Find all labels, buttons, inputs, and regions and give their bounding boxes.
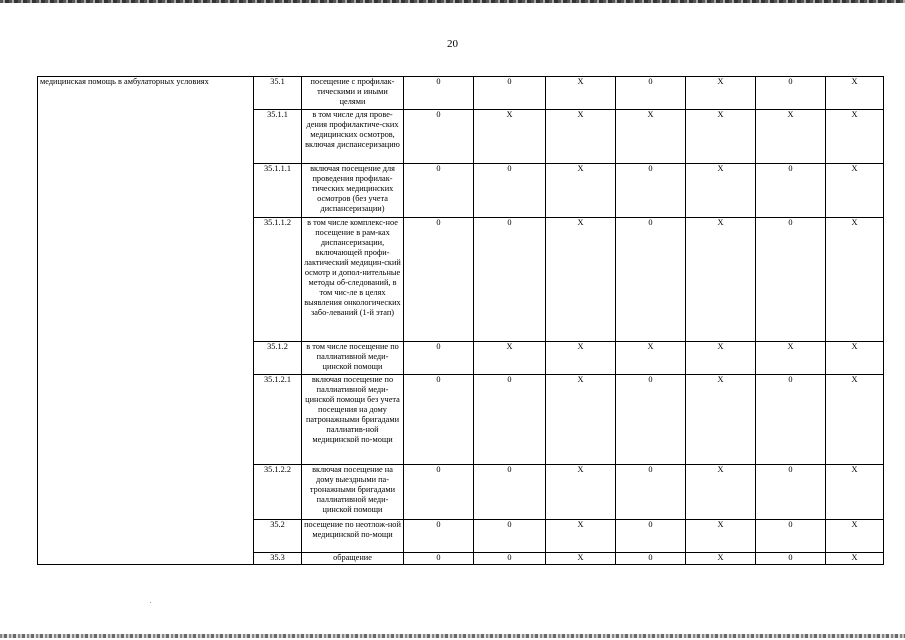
value-cell: 0 [756, 465, 826, 520]
page-number: 20 [447, 38, 458, 50]
value-cell: Х [474, 342, 546, 375]
value-cell: 0 [616, 218, 686, 342]
value-cell: Х [826, 520, 884, 553]
page-bottom-edge [0, 634, 905, 638]
value-cell: Х [546, 342, 616, 375]
value-cell: Х [826, 77, 884, 110]
value-cell: Х [826, 465, 884, 520]
value-cell: 0 [616, 375, 686, 465]
row-description: в том числе для прове-дения профилактиче-ских медицинских осмотров, включая диспансеризацию [302, 110, 404, 164]
value-cell: Х [546, 110, 616, 164]
row-description: обращение [302, 553, 404, 565]
value-cell: 0 [404, 110, 474, 164]
value-cell: 0 [474, 465, 546, 520]
value-cell: Х [474, 110, 546, 164]
row-description: посещение с профилак-тическими и иными целями [302, 77, 404, 110]
value-cell: Х [616, 110, 686, 164]
value-cell: Х [826, 375, 884, 465]
value-cell: 0 [404, 553, 474, 565]
value-cell: 0 [756, 218, 826, 342]
row-description: включая посещение для проведения профилак-тических медицинских осмотров (без учета диспансеризации) [302, 164, 404, 218]
row-code: 35.1.1.1 [254, 164, 302, 218]
value-cell: 0 [616, 520, 686, 553]
value-cell: 0 [616, 465, 686, 520]
table-row [38, 77, 884, 110]
row-description: посещение по неотлож-ной медицинской по-мощи [302, 520, 404, 553]
value-cell: 0 [616, 553, 686, 565]
value-cell: Х [546, 77, 616, 110]
value-cell: 0 [404, 77, 474, 110]
value-cell: Х [686, 520, 756, 553]
value-cell: Х [686, 342, 756, 375]
value-cell: 0 [474, 375, 546, 465]
category-cell: медицинская помощь в амбулаторных условиях [38, 77, 254, 565]
row-code: 35.1.1 [254, 110, 302, 164]
value-cell: 0 [404, 465, 474, 520]
value-cell: Х [756, 110, 826, 164]
row-code: 35.2 [254, 520, 302, 553]
table-body [38, 77, 884, 565]
value-cell: 0 [404, 164, 474, 218]
value-cell: 0 [474, 553, 546, 565]
value-cell: 0 [404, 375, 474, 465]
row-description: включая посещение по паллиативной меди-цинской помощи без учета посещения на дому патронажными бригадами паллиатив-ной медицинской по-мощи [302, 375, 404, 465]
value-cell: 0 [474, 520, 546, 553]
value-cell: Х [686, 110, 756, 164]
value-cell: Х [546, 465, 616, 520]
row-code: 35.1.1.2 [254, 218, 302, 342]
value-cell: Х [756, 342, 826, 375]
value-cell: Х [686, 465, 756, 520]
value-cell: Х [686, 164, 756, 218]
value-cell: Х [826, 218, 884, 342]
value-cell: Х [686, 77, 756, 110]
row-code: 35.1 [254, 77, 302, 110]
row-description: включая посещение на дому выездными па-тронажными бригадами паллиативной меди-цинской помощи [302, 465, 404, 520]
data-table [37, 76, 884, 565]
value-cell: 0 [404, 342, 474, 375]
value-cell: 0 [616, 77, 686, 110]
value-cell: Х [616, 342, 686, 375]
value-cell: 0 [474, 218, 546, 342]
value-cell: 0 [756, 520, 826, 553]
value-cell: 0 [756, 553, 826, 565]
value-cell: 0 [756, 375, 826, 465]
value-cell: Х [826, 553, 884, 565]
value-cell: Х [826, 110, 884, 164]
value-cell: Х [686, 375, 756, 465]
row-code: 35.1.2 [254, 342, 302, 375]
value-cell: 0 [474, 164, 546, 218]
value-cell: 0 [474, 77, 546, 110]
scan-speck [150, 602, 151, 603]
row-code: 35.1.2.1 [254, 375, 302, 465]
value-cell: Х [546, 164, 616, 218]
value-cell: 0 [756, 77, 826, 110]
value-cell: 0 [616, 164, 686, 218]
value-cell: 0 [404, 520, 474, 553]
row-code: 35.3 [254, 553, 302, 565]
value-cell: 0 [404, 218, 474, 342]
value-cell: Х [686, 218, 756, 342]
value-cell: Х [686, 553, 756, 565]
value-cell: Х [826, 342, 884, 375]
value-cell: Х [546, 553, 616, 565]
page-top-edge [0, 0, 905, 3]
value-cell: Х [546, 218, 616, 342]
row-description: в том числе посещение по паллиативной меди-цинской помощи [302, 342, 404, 375]
value-cell: Х [546, 375, 616, 465]
value-cell: Х [546, 520, 616, 553]
value-cell: Х [826, 164, 884, 218]
row-description: в том числе комплекс-ное посещение в рам-ках диспансеризации, включающей профи-лактический медицин-ский осмотр и допол-нительные методы об-следований, в том чис-ле в целях выявления онкологических забо-леваний (1-й этап) [302, 218, 404, 342]
row-code: 35.1.2.2 [254, 465, 302, 520]
value-cell: 0 [756, 164, 826, 218]
